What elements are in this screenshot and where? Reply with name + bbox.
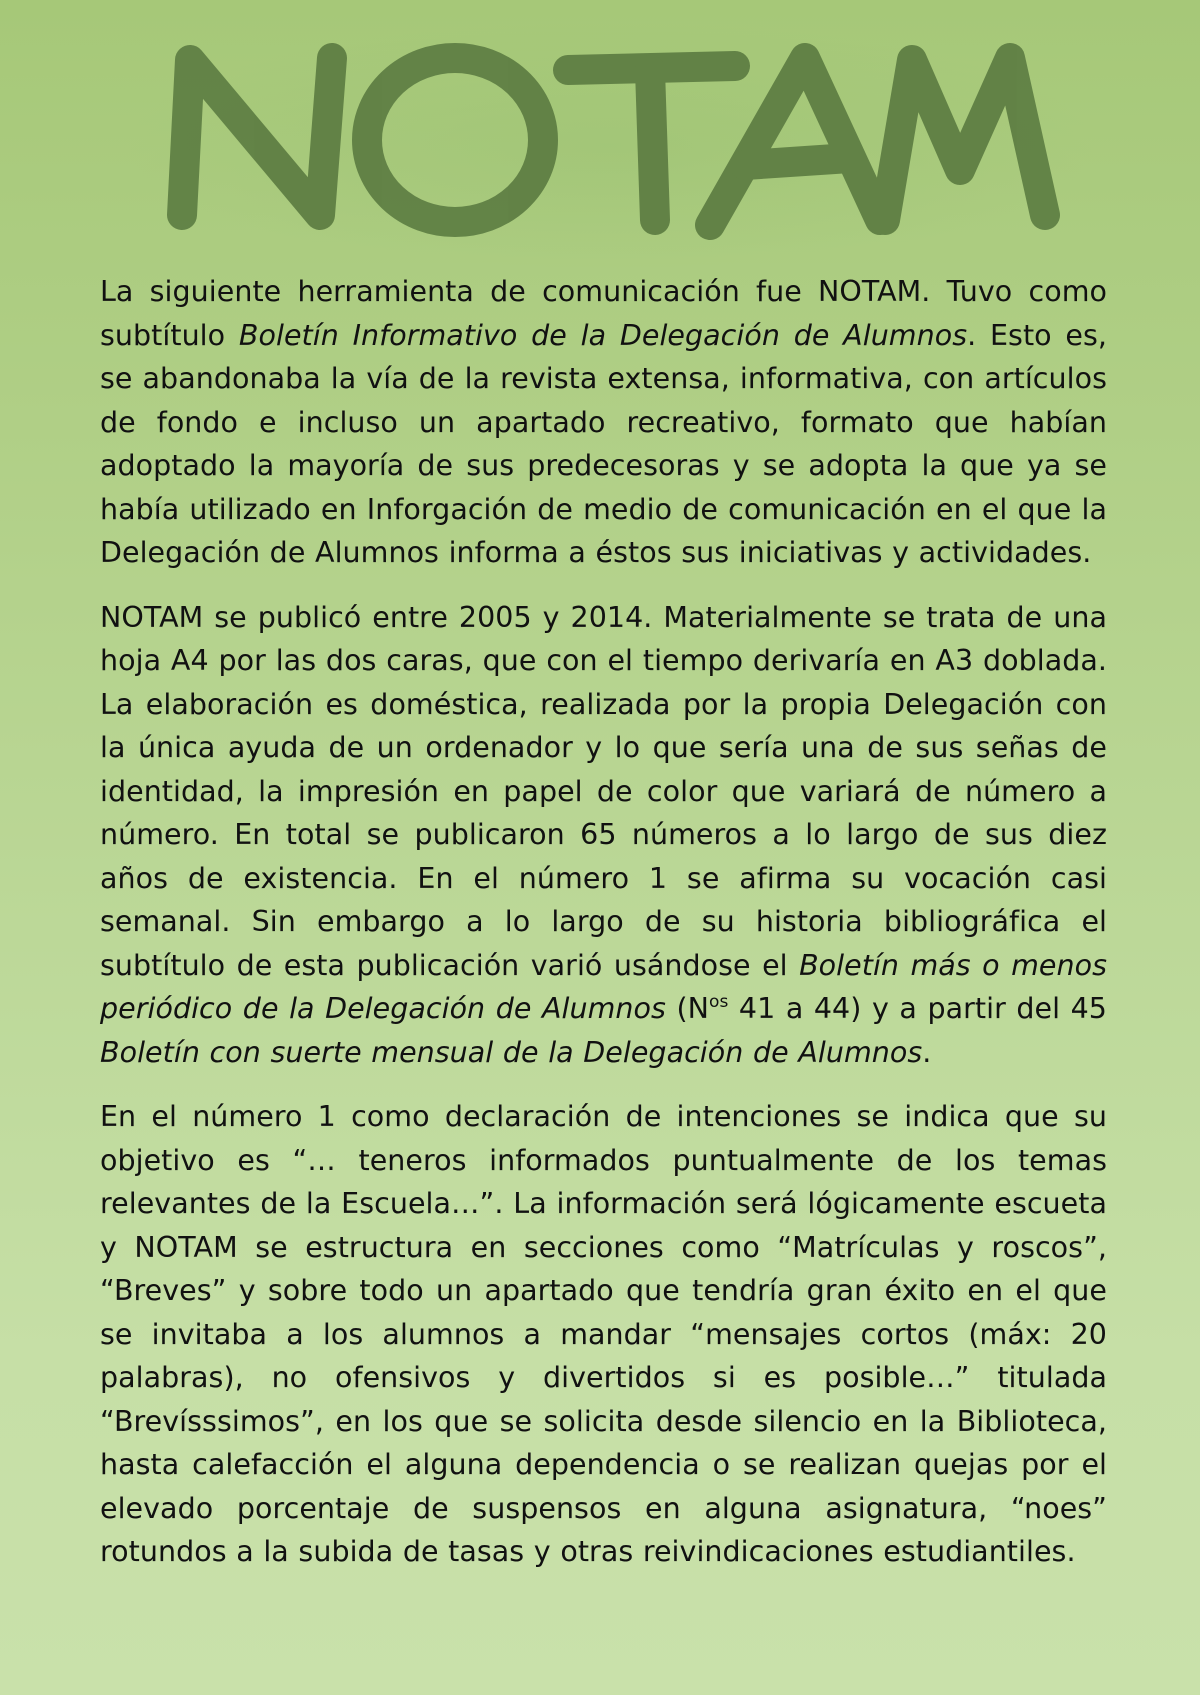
paragraph-3-text: En el número 1 como declaración de intenciones se indica que su objetivo es “… teneros informados puntualmente de los temas relevantes de la Escuela…”. La información será lógicamente escueta y NOTAM se estructura en secciones como “Matrículas y roscos”, “Breves” y sobre todo un apartado que tendría gran éxito en el que se invitaba a los alumnos a mandar “mensajes cortos (máx: 20 palabras), no ofensivos y divertidos si es posible…” titulada “Brevísssimos”, en los que se solicita desde silencio en la Biblioteca, hasta calefacción el alguna dependencia o se realizan quejas por el elevado porcentaje de suspensos en alguna asignatura, “noes” rotundos a la subida de tasas y otras reivindicaciones estudiantiles. — [100, 1100, 1107, 1568]
paragraph-2-text-c: 41 a 44) y a partir del 45 — [728, 992, 1107, 1025]
article-body — [100, 270, 1107, 1595]
paragraph-2-superscript: os — [709, 992, 729, 1012]
paragraph-3 — [100, 1095, 1107, 1574]
notam-handwritten-logo — [150, 30, 1080, 255]
notam-logo — [150, 30, 1080, 255]
paragraph-2 — [100, 596, 1107, 1075]
paragraph-1-text-a: La siguiente herramienta de comunicación fue NOTAM. Tuvo como subtítulo — [100, 275, 1107, 352]
paragraph-1-text-b: . Esto es, se abandonaba la vía de la revista extensa, informativa, con artículos de fondo e incluso un apartado recreativo, formato que habían adoptado la mayoría de sus predecesoras y se adopta la que ya se había utilizado en Inforgación de medio de comunicación en el que la Delegación de Alumnos informa a éstos sus iniciativas y actividades. — [100, 318, 1107, 569]
paragraph-2-subtitle-b: Boletín con suerte mensual de la Delegación de Alumnos — [100, 1035, 923, 1069]
paragraph-2-text-d: . — [922, 1035, 932, 1069]
paragraph-2-subtitle-a: Boletín más o menos periódico de la Delegación de Alumnos — [100, 948, 1107, 1025]
paragraph-2-text-a: NOTAM se publicó entre 2005 y 2014. Materialmente se trata de una hoja A4 por las dos caras, que con el tiempo derivaría en A3 doblada. La elaboración es doméstica, realizada por la propia Delegación con la única ayuda de un ordenador y lo que sería una de sus señas de identidad, la impresión en papel de color que variará de número a número. En total se publicaron 65 números a lo largo de sus diez años de existencia. En el número 1 se afirma su vocación casi semanal. Sin embargo a lo largo de su historia bibliográfica el subtítulo de esta publicación varió usándose el — [100, 600, 1107, 982]
paragraph-1-subtitle: Boletín Informativo de la Delegación de Alumnos — [238, 318, 968, 352]
paragraph-1 — [100, 270, 1107, 575]
paragraph-2-text-b: (N — [665, 992, 710, 1025]
